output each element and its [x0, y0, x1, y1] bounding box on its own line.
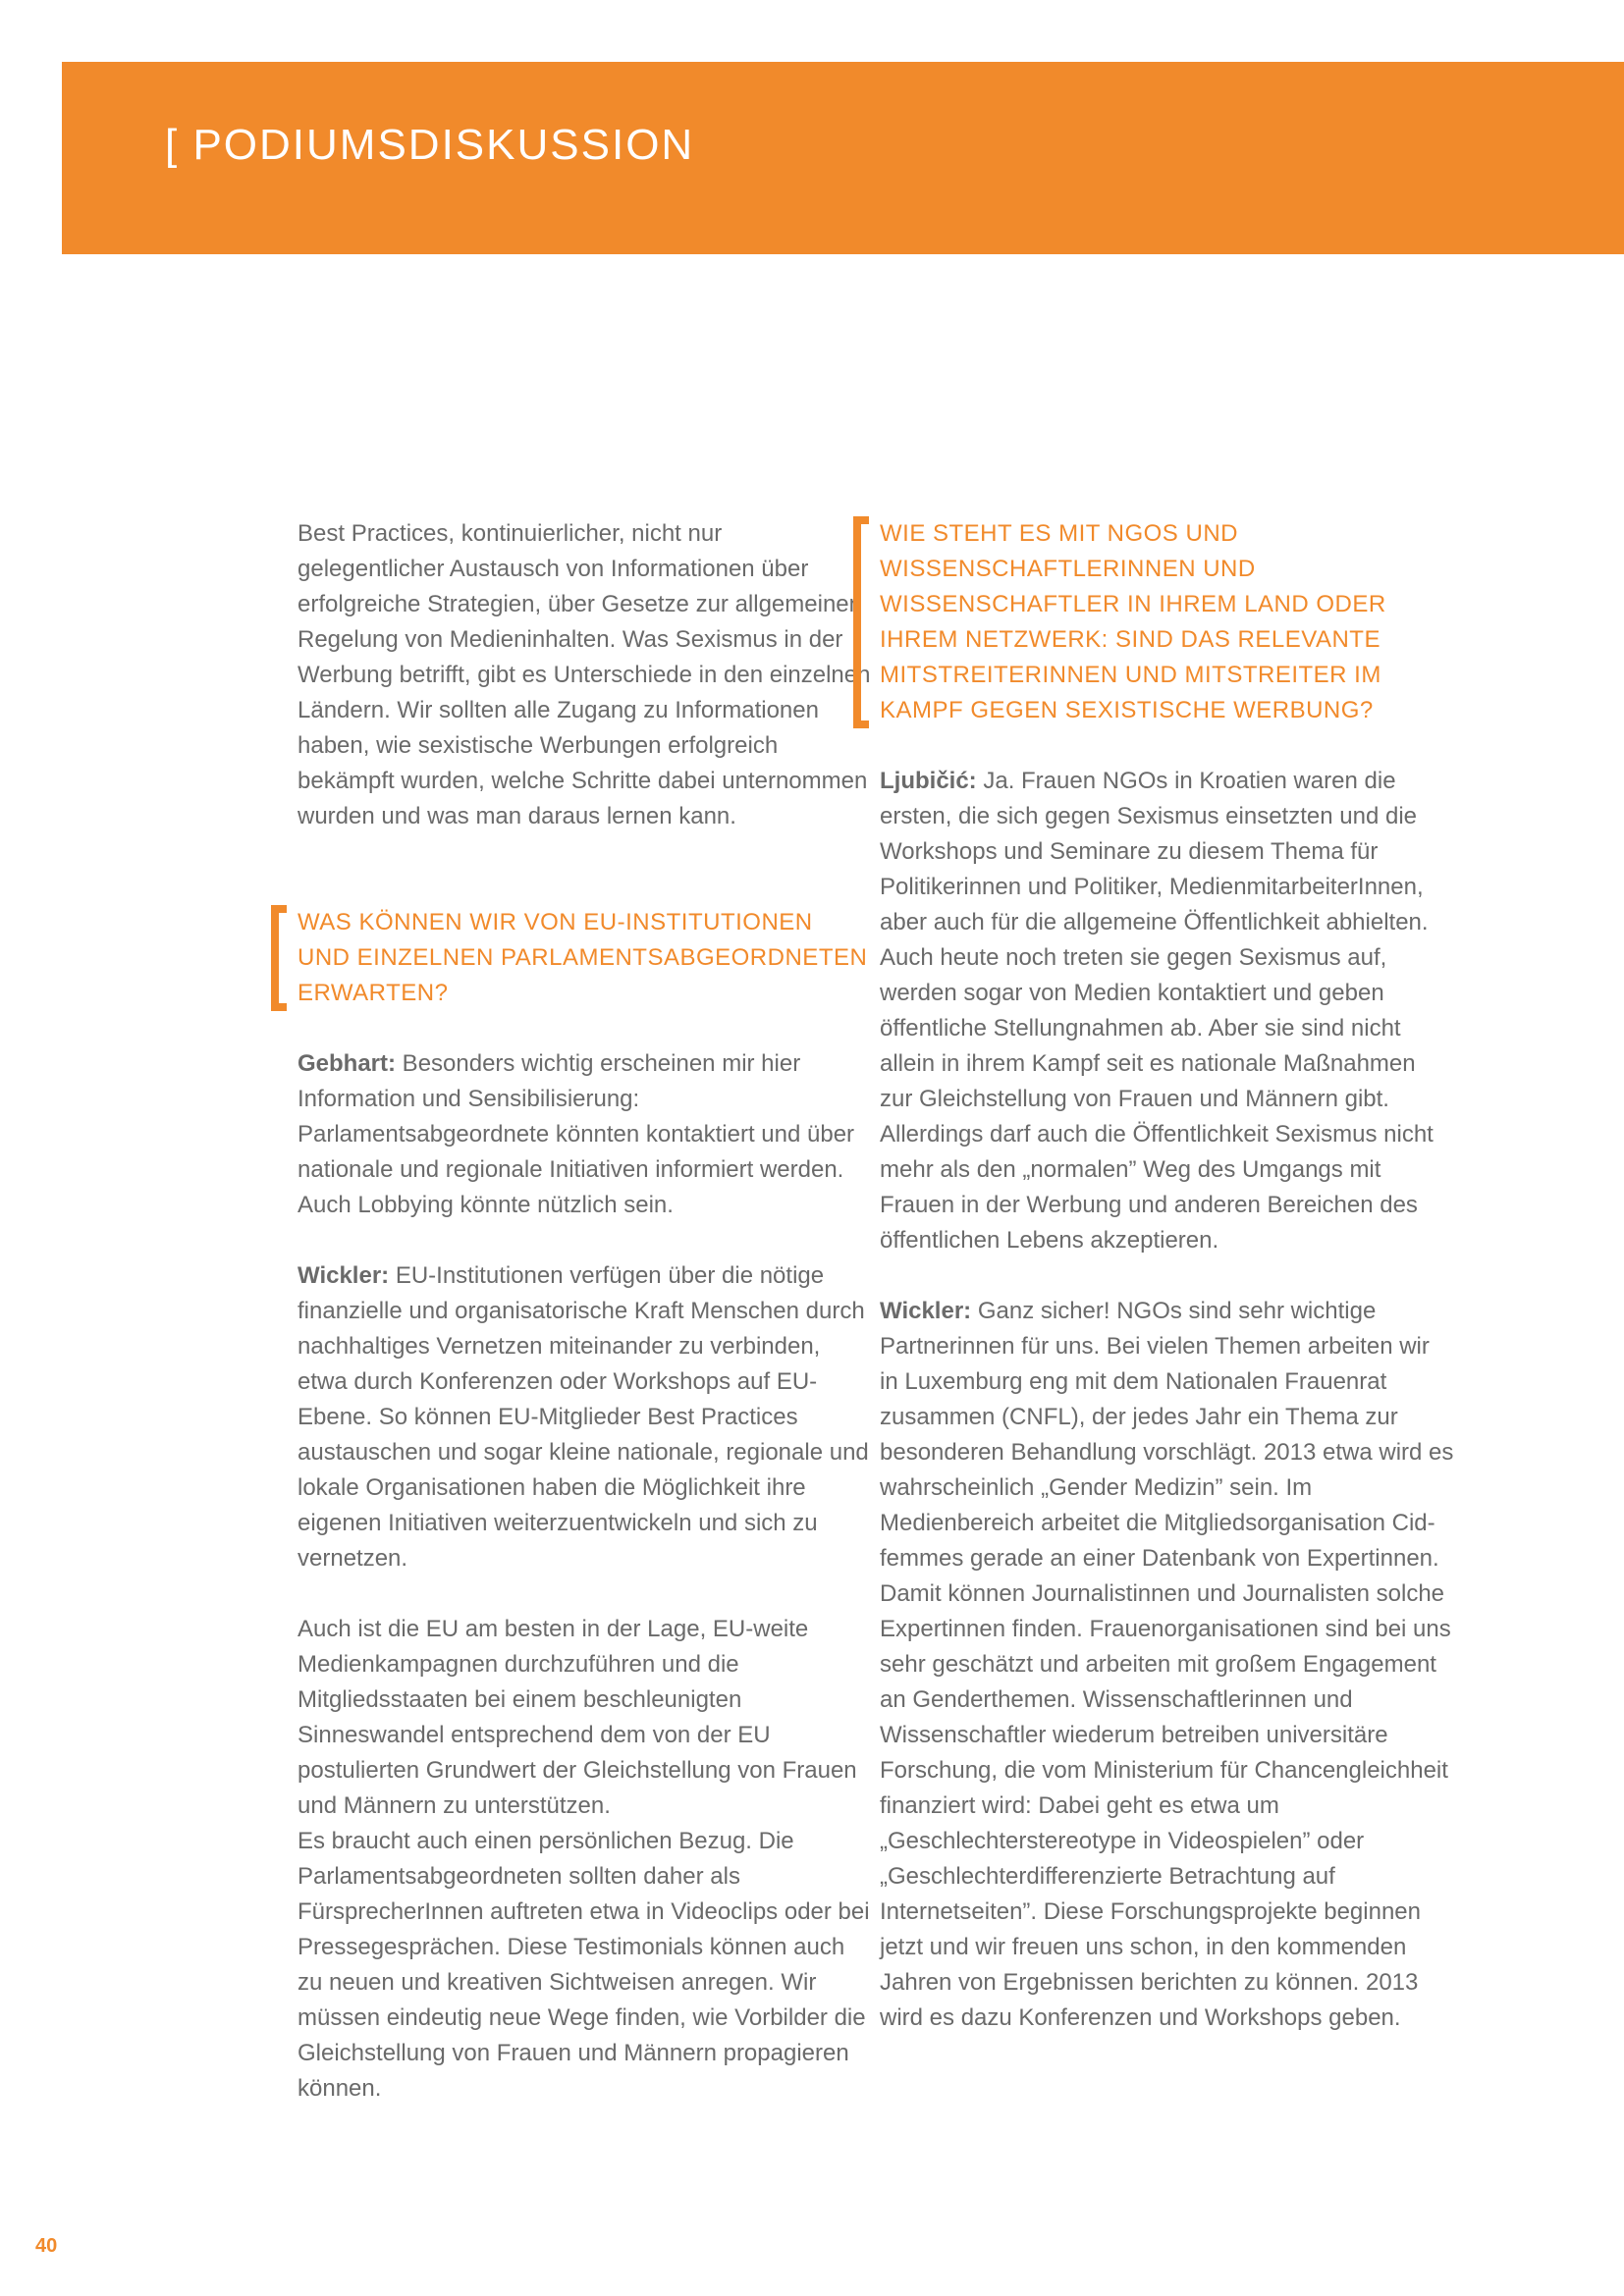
page-title: [ PODIUMSDISKUSSION [165, 121, 695, 169]
left-column [298, 516, 872, 2107]
right-column [880, 516, 1454, 2036]
spacer [298, 1576, 872, 1612]
bracket-marker [853, 516, 869, 728]
intro-paragraph: Best Practices, kontinuierlicher, nicht nur gelegentlicher Austausch von Informationen über erfolgreiche Strategien, über Gesetze zur allgemeinen Regelung von Medieninhalten. Was Sexismus in der Werbung betrifft, gibt es Unterschiede in den einzelnen Ländern. Wir sollten alle Zugang zu Informationen haben, wie sexistische Werbungen erfolgreich bekämpft wurden, welche Schritte dabei unternommen wurden und was man daraus lernen kann. [298, 520, 871, 829]
answer-wickler-ngos [880, 1294, 1454, 2036]
answer-wickler [298, 1258, 872, 1576]
spacer [880, 728, 1454, 764]
spacer [298, 1011, 872, 1046]
bracket-marker [271, 905, 287, 1011]
spacer [298, 1223, 872, 1258]
speaker-name: Gebhart: [298, 1050, 397, 1077]
speaker-name: Wickler: [880, 1298, 972, 1324]
answer-text: Ja. Frauen NGOs in Kroatien waren die ersten, die sich gegen Sexismus einsetzten und die Workshops und Seminare zu diesem Thema für Politikerinnen und Politiker, MedienmitarbeiterInnen, aber auch für die allgemeine Öffentlichkeit abhielten. Auch heute noch treten sie gegen Sexismus auf, werden sogar von Medien kontaktiert und geben öffentliche Stellungnahmen ab. Aber sie sind nicht allein in ihrem Kampf seit es nationale Maßnahmen zur Gleichstellung von Frauen und Männern gibt. Allerdings darf auch die Öffentlichkeit Sexismus nicht mehr als den „normalen” Weg des Umgangs mit Frauen in der Werbung und anderen Bereichen des öffentlichen Lebens akzeptieren. [880, 768, 1434, 1254]
speaker-name: Ljubičić: [880, 768, 977, 794]
paragraph-eu-campaigns: Auch ist die EU am besten in der Lage, EU-weite Medienkampagnen durchzuführen und die Mitgliedsstaaten bei einem beschleunigten Sinneswandel entsprechend dem von der EU postulierten Grundwert der Gleichstellung von Frauen und Männern zu unterstützen. [298, 1616, 857, 1819]
answer-ljubicic [880, 764, 1454, 1258]
answer-text: Besonders wichtig erscheinen mir hier Information und Sensibilisierung: Parlamentsabgeordnete könnten kontaktiert und über nationale und regionale Initiativen informiert werden. Auch Lobbying könnte nützlich sein. [298, 1050, 855, 1218]
answer-gebhart [298, 1046, 872, 1223]
speaker-name: Wickler: [298, 1262, 390, 1289]
question-eu-institutions [298, 905, 872, 1011]
answer-text: Ganz sicher! NGOs sind sehr wichtige Partnerinnen für uns. Bei vielen Themen arbeiten wir in Luxemburg eng mit dem Nationalen Frauenrat zusammen (CNFL), der jedes Jahr ein Thema zur besonderen Behandlung vorschlägt. 2013 etwa wird es wahrscheinlich „Gender Medizin” sein. Im Medienbereich arbeitet die Mitgliedsorganisation Cid-femmes gerade an einer Datenbank von Expertinnen. Damit können Journalistinnen und Journalisten solche Expertinnen finden. Frauenorganisationen sind bei uns sehr geschätzt und arbeiten mit großem Engagement an Genderthemen. Wissenschaftlerinnen und Wissenschaftler wiederum betreiben universitäre Forschung, die vom Ministerium für Chancengleichheit finanziert wird: Dabei geht es etwa um „Geschlechterstereotype in Videospielen” oder „Geschlechterdifferenzierte Betrachtung auf Internetseiten”. Diese Forschungsprojekte beginnen jetzt und wir freuen uns schon, in den kommenden Jahren von Ergebnissen berichten zu können. 2013 wird es dazu Konferenzen und Workshops geben. [880, 1298, 1454, 2031]
question-text: WIE STEHT ES MIT NGOS UND WISSENSCHAFTLERINNEN UND WISSENSCHAFTLER IN IHREM LAND ODER IHREM NETZWERK: SIND DAS RELEVANTE MITSTREITERINNEN UND MITSTREITER IM KAMPF GEGEN SEXISTISCHE WERBUNG? [880, 520, 1386, 723]
answer-text: EU-Institutionen verfügen über die nötige finanzielle und organisatorische Kraft Menschen durch nachhaltiges Vernetzen miteinander zu verbinden, etwa durch Konferenzen oder Workshops auf EU-Ebene. So können EU-Mitglieder Best Practices austauschen und sogar kleine nationale, regionale und lokale Organisationen haben die Möglichkeit ihre eigenen Initiativen weiterzuentwickeln und sich zu vernetzen. [298, 1262, 869, 1572]
question-ngos [880, 516, 1454, 728]
spacer [880, 1258, 1454, 1294]
question-text: WAS KÖNNEN WIR VON EU-INSTITUTIONEN UND EINZELNEN PARLAMENTSABGEORDNETEN ERWARTEN? [298, 909, 868, 1006]
paragraph-personal-reference: Es braucht auch einen persönlichen Bezug. Die Parlamentsabgeordneten sollten daher als FürsprecherInnen auftreten etwa in Videoclips oder bei Pressegesprächen. Diese Testimonials können auch zu neuen und kreativen Sichtweisen anregen. Wir müssen eindeutig neue Wege finden, wie Vorbilder die Gleichstellung von Frauen und Männern propagieren können. [298, 1828, 870, 2102]
spacer [298, 834, 872, 905]
page-number: 40 [35, 2235, 58, 2257]
